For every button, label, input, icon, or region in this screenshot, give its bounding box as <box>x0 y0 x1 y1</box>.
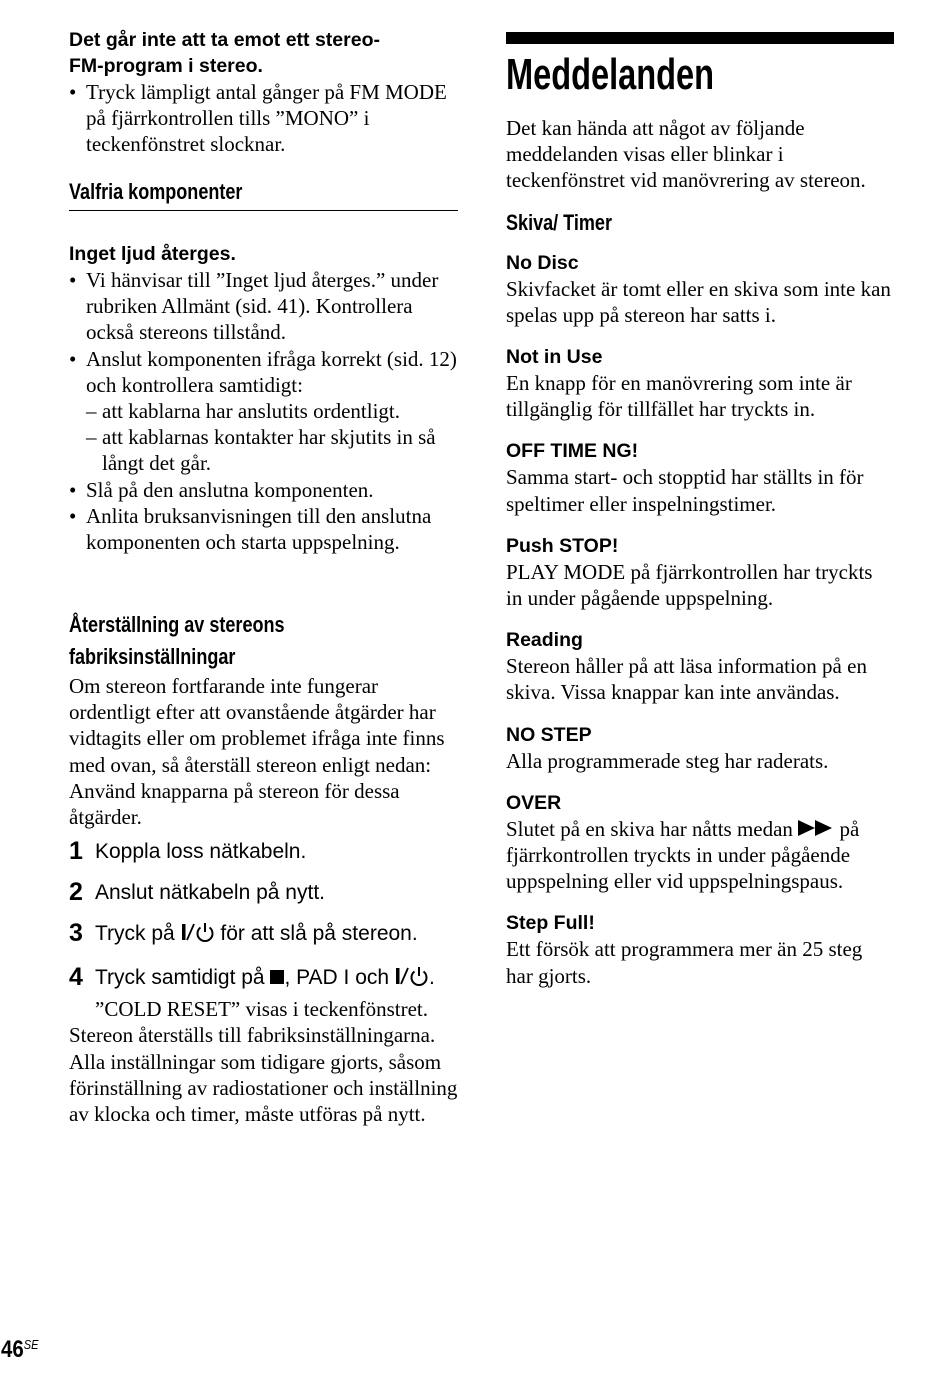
power-icon <box>181 921 215 950</box>
step-number: 1 <box>69 837 83 866</box>
list-item <box>506 250 894 328</box>
message-desc: Samma start- och stopptid har ställts in för speltimer eller inspelningstimer. <box>506 465 864 516</box>
subsection-title: Skiva/ Timer <box>506 209 612 235</box>
message-desc: En knapp för en manövrering som inte är tillgänglig för tillfället har tryckts in. <box>506 371 852 422</box>
step-3 <box>69 921 458 950</box>
reset-block <box>69 609 458 1127</box>
step-text: Anslut nätkabeln på nytt. <box>95 881 325 905</box>
message-code: NO STEP <box>506 723 592 746</box>
fm-heading-line-1: Det går inte att ta emot ett stereo- <box>69 29 380 51</box>
list-item: • Slå på den anslutna komponenten. <box>69 477 458 503</box>
section-title: Valfria komponenter <box>69 179 243 204</box>
page-number <box>1 1336 38 1364</box>
message-desc: Skivfacket är tomt eller en skiva som inte kan spelas upp på stereon har satts i. <box>506 276 891 327</box>
list-item <box>506 627 894 705</box>
message-desc: Alla programmerade steg har raderats. <box>506 748 829 773</box>
list-item: • Anlita bruksanvisningen till den anslutna komponenten och starta uppspelning. <box>69 503 458 555</box>
reset-intro: Om stereon fortfarande inte fungerar ordentligt efter att ovanstående åtgärder har vidtagits eller om problemet ifråga inte finns med ovan, så återställ stereon enligt nedan: <box>69 674 445 777</box>
step-number: 2 <box>69 878 83 907</box>
step-1 <box>69 839 458 865</box>
page-title: Meddelanden <box>506 50 715 99</box>
message-desc-b: på fjärrkontrollen tryckts in under pågående uppspelning eller vid uppspelningspaus. <box>506 816 860 894</box>
reset-intro-2: Använd knapparna på stereon för dessa åtgärder. <box>69 778 400 830</box>
message-code: OVER <box>506 791 562 814</box>
step-text-a: Tryck på <box>95 922 181 946</box>
fm-heading-line-2: FM-program i stereo. <box>69 55 263 77</box>
list-item <box>506 910 894 988</box>
messages-block <box>506 50 894 989</box>
fast-forward-icon <box>798 816 834 842</box>
message-code: Push STOP! <box>506 534 619 557</box>
step-number: 4 <box>69 963 83 992</box>
list-item <box>506 344 894 422</box>
page-number-value: 46 <box>1 1336 24 1363</box>
messages-intro: Det kan hända att något av följande meddelanden visas eller blinkar i teckenfönstret vid manövrering av stereon. <box>506 116 866 193</box>
step-text-b: , PAD I och <box>284 966 395 990</box>
fm-problem <box>69 27 458 158</box>
message-desc: Ett försök att programmera mer än 25 steg har gjorts. <box>506 937 863 988</box>
step-text: Koppla loss nätkabeln. <box>95 840 307 864</box>
title-bar-rule <box>506 32 894 44</box>
message-code: No Disc <box>506 251 579 274</box>
no-sound-heading: Inget ljud återges. <box>69 243 236 265</box>
message-desc: PLAY MODE på fjärrkontrollen har tryckts in under pågående uppspelning. <box>506 559 873 611</box>
list-item <box>506 438 894 516</box>
reset-result: Stereon återställs till fabriksinställningarna. Alla inställningar som tidigare gjorts, såsom förinställning av radiostationer och inställning av klocka och timer, måste utföras på nytt. <box>69 1023 458 1127</box>
step-text-a: Tryck samtidigt på <box>95 966 271 990</box>
page-number-suffix: SE <box>23 1337 39 1352</box>
fm-bullet: • Tryck lämpligt antal gånger på FM MODE på fjärrkontrollen tills ”MONO” i teckenfönstret slocknar. <box>69 79 458 158</box>
list-item <box>506 722 894 774</box>
list-item <box>506 533 894 611</box>
message-desc <box>506 816 894 895</box>
step-text-b: för att slå på stereon. <box>214 922 418 946</box>
reset-title-line-1: Återställning av stereons <box>69 612 285 637</box>
list-item <box>506 790 894 895</box>
message-code: Reading <box>506 629 583 652</box>
section-valfria <box>69 174 458 211</box>
reset-title-line-2: fabriksinställningar <box>69 644 236 669</box>
list-item: • Vi hänvisar till ”Inget ljud återges.” under rubriken Allmänt (sid. 41). Kontrollera också stereons tillstånd. <box>69 267 458 346</box>
message-code: Step Full! <box>506 912 595 935</box>
step-2 <box>69 880 458 906</box>
step-4-note: ”COLD RESET” visas i teckenfönstret. <box>95 997 429 1022</box>
message-code: OFF TIME NG! <box>506 440 639 463</box>
step-4: 4 Tryck samtidigt på , PAD I och . <box>69 965 458 994</box>
no-sound-block <box>69 241 458 555</box>
dash-item: – att kablarna har anslutits ordentligt. <box>69 398 458 424</box>
power-icon <box>395 965 429 994</box>
step-number: 3 <box>69 919 83 948</box>
stop-icon <box>270 970 284 984</box>
message-desc: Stereon håller på att läsa information på en skiva. Vissa knappar kan inte användas. <box>506 654 867 705</box>
list-item: • Anslut komponenten ifråga korrekt (sid. 12) och kontrollera samtidigt: <box>69 346 458 398</box>
message-desc-a: Slutet på en skiva har nåtts medan <box>506 816 799 841</box>
message-code: Not in Use <box>506 346 603 369</box>
dash-item: – att kablarnas kontakter har skjutits in så långt det går. <box>69 424 458 476</box>
